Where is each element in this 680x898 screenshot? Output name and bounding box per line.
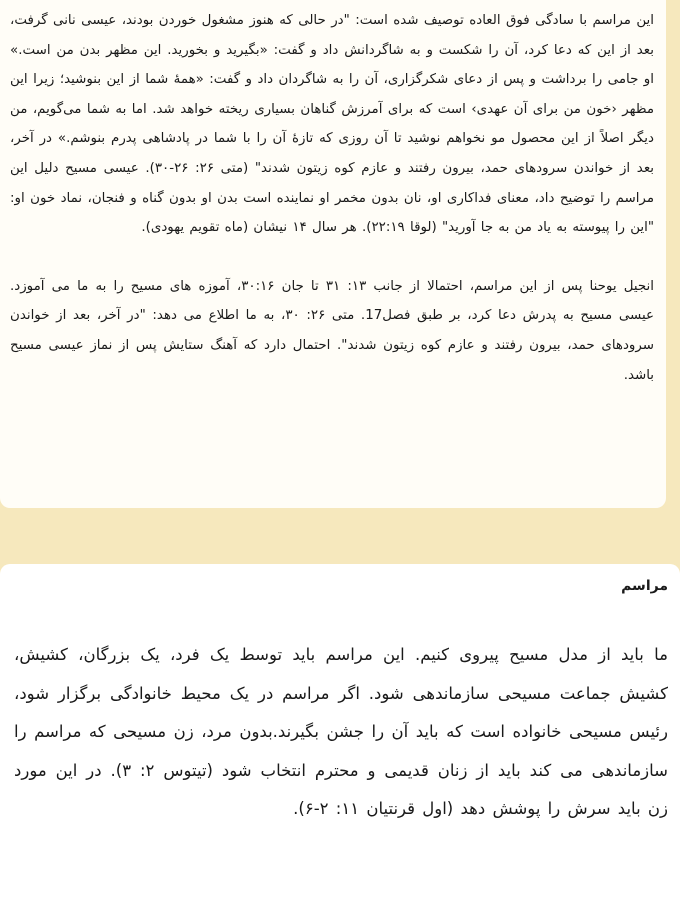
body-paragraph-1: این مراسم با سادگی فوق العاده توصیف شده است: "در حالی که هنوز مشغول خوردن بودند، عیسی نانی گرفت، بعد از این که دعا کرد، آن را شکست و به شاگردانش داد و گفت: «بگیرید و بخورید. این مظهر بدن من است.» او جامی را برداشت و پس از دعای شکرگزاری، آن را به شاگردان داد و گفت: «همهٔ شما از این بنوشید؛ زیرا این مظهر ‹خون من برای آن عهدی› است که برای آمرزش گناهان بسیاری ریخته خواهد شد. اما به شما می‌گویم، من دیگر اصلاً از این محصول مو نخواهم نوشید تا آن روزی که تازهٔ آن را با شما در پادشاهی پدرم بنوشم.» در آخر، بعد از خواندن سرودهای حمد، بیرون رفتند و عازم کوه زیتون شدند" (متی ۲۶: ۲۶-۳۰). عیسی مسیح دلیل این مراسم را توضیح داد، معنای فداکاری او، نان بدون مخمر او نماینده است بدن او بدون گناه و فنجان، نماد خون او: "این را پیوسته به یاد من به جا آورید" (لوقا ۲۲:۱۹). هر سال ۱۴ نیشان (ماه تقویم یهودی). — [10, 13, 655, 236]
section-paragraph: ما باید از مدل مسیح پیروی کنیم. این مراسم باید توسط یک فرد، یک بزرگان، کشیش، کشیش جماعت مسیحی سازماندهی شود. اگر مراسم در یک محیط خانوادگی برگزار شود، رئیس مسیحی خانواده است که باید آن را جشن بگیرند.بدون مرد، زن مسیحی که مراسم را سازماندهی می کند باید از زنان قدیمی و محترم انتخاب شود (تیتوس ۲: ۳). در این مورد زن باید سرش را پوشش دهد (اول قرنتیان ۱۱: ۲-۶). — [14, 645, 668, 818]
section-title: مراسم — [621, 578, 668, 594]
text-card-bottom — [0, 564, 680, 898]
body-paragraph-2: انجیل یوحنا پس از این مراسم، احتمالا از جانب ۱۳: ۳۱ تا جان ۳۰:۱۶، آموزه های مسیح را به ما می آموزد. عیسی مسیح به پدرش دعا کرد، بر طبق فصل17. متی ۲۶: ۳۰، به ما اطلاع می دهد: "در آخر، بعد از خواندن سرودهای حمد، بیرون رفتند و عازم کوه زیتون شدند". احتمال دارد که آهنگ ستایش پس از نماز عیسی مسیح باشد. — [10, 278, 654, 383]
